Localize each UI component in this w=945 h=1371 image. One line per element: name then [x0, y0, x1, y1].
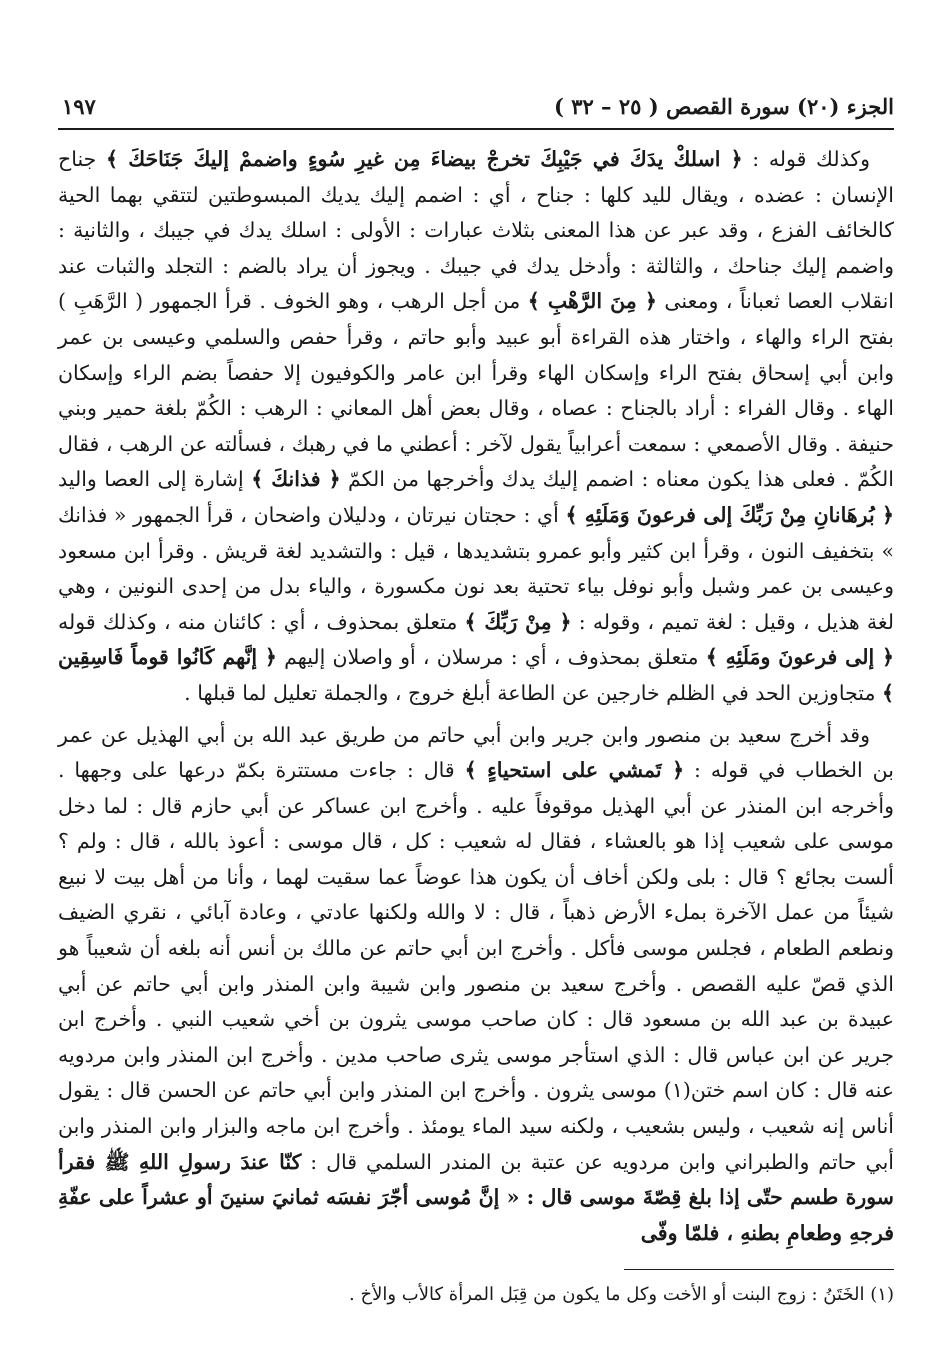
quran-quote: ﴿ بُرهَانانِ مِنْ رَبِّكَ إلى فرعونَ وَمَلَئِهِ ﴾ [565, 502, 894, 527]
text-run: أي : حجتان نيرتان ، ودليلان واضحان ، قرأ الجمهور « فذانك » بتخفيف النون ، وقرأ ابن كثير وأبو عمرو بتشديدها ، قيل : والتشديد لغة قريش . وقرأ ابن مسعود وعيسى بن عمر وشبل وأبو نوفل بياء تحتية بعد نون مكسورة ، والياء بدل من إحدى النونين ، وهي لغة هذيل ، وقيل : لغة تميم ، وقوله : [58, 502, 894, 634]
running-title: الجزء (٢٠) سورة القصص ( ٢٥ – ٣٢ ) [553, 94, 894, 119]
text-run: جناح الإنسان : عضده ، ويقال لليد كلها : جناح ، أي : اضمم إليك يديك المبسوطتين لتتقي بهما الحية كالخائف الفزع ، وقد عبر عن هذا المعنى بثلاث عبارات : الأولى : اسلك يدك في جيبك ، والثانية : واضمم إليك جناحك ، والثالثة : وأدخل يدك في جيبك . ويجوز أن يراد بالضم : التجلد والثبات عند انقلاب العصا ثعباناً ، ومعنى [58, 147, 894, 314]
quran-quote: ﴿ فذانكَ ﴾ [251, 467, 341, 492]
text-run: إشارة إلى العصا واليد [58, 467, 252, 492]
quran-quote: ﴿ اسلكْ يدَكَ في جَيْبِكَ تخرجْ بيضاءَ مِن غيرِ سُوءٍ واضممْ إليكَ جَنَاحَكَ ﴾ [105, 147, 743, 171]
quran-quote: ﴿ مِنْ رَبِّكَ ﴾ [464, 609, 572, 634]
text-run: متجاوزين الحد في الظلم خارجين عن الطاعة أبلغ خروج ، والجملة تعليل لما قبلها . [184, 680, 882, 705]
text-run: قال : جاءت مستترة بكمّ درعها على وجهها . وأخرجه ابن المنذر عن أبي الهذيل موقوفاً عليه . وأخرج ابن عساكر عن أبي حازم قال : لما دخل موسى على شعيب إذا هو بالعشاء ، فقال له شعيب : كل ، قال موسى : أعوذ بالله ، قال : ولم ؟ ألست بجائع ؟ قال : بلى ولكن أخاف أن يكون هذا عوضاً عما سقيت لهما ، وأنا من أهل بيت لا نبيع شيئاً من عمل الآخرة بملء الأرض ذهباً ، قال : لا والله ولكنها عادتي ، وعادة آبائي ، نقري الضيف ونطعم الطعام ، فجلس موسى فأكل . وأخرج ابن أبي حاتم عن مالك بن أنس أنه بلغه أن شعيباً هو الذي قصّ عليه القصص . وأخرج سعيد بن منصور وابن شيبة وابن المنذر وابن أبي حاتم عن أبي عبيدة بن عبد الله بن مسعود قال : كان صاحب موسى يثرون بن أخي شعيب النبي . وأخرج ابن جرير عن ابن عباس قال : الذي استأجر موسى يثرى صاحب مدين . وأخرج ابن المنذر وابن مردويه عنه قال : كان اسم ختن(١) موسى يثرون . وأخرج ابن المنذر وابن أبي حاتم عن الحسن قال : يقول أناس إنه شعيب ، وليس بشعيب ، ولكنه سيد الماء يومئذ . وأخرج ابن ماجه والبزار وابن المنذر وابن أبي حاتم والطبراني وابن مردويه عن عتبة بن المندر السلمي قال : [58, 758, 895, 1174]
text-run: وكذلك قوله : [742, 147, 870, 171]
text-run: وقد أخرج سعيد بن منصور وابن جرير وابن أبي حاتم من طريق عبد الله بن أبي الهذيل عن عمر بن الخطاب في قوله : [58, 722, 894, 783]
quran-quote: ﴿ إنَّهم كَانُوا قوماً فَاسِقِين ﴾ [58, 645, 894, 705]
text-run: متعلق بمحذوف ، أي : مرسلان ، أو واصلان إليهم [276, 645, 706, 670]
footnote-divider [624, 1269, 894, 1270]
page-number: ١٩٧ [62, 94, 96, 119]
quran-quote: ﴿ تَمشي على استحياءٍ ﴾ [464, 758, 685, 783]
quran-quote: ﴿ إلى فرعونَ ومَلَئِهِ ﴾ [705, 645, 894, 670]
quran-quote: ﴿ مِنَ الرَّهْبِ ﴾ [527, 289, 657, 314]
text-run: متعلق بمحذوف ، أي : كائنان منه ، وكذلك قوله [58, 609, 465, 634]
text-run: من أجل الرهب ، وهو الخوف . قرأ الجمهور ( الرَّهَبِ ) بفتح الراء والهاء ، واختار هذه القراءة أبو عبيد وأبو حاتم ، وقرأ حفص والسلمي وعيسى بن عمر وابن أبي إسحاق بفتح الراء وإسكان الهاء وقرأ ابن عامر والكوفيون إلا حفصاً بضم الراء وإسكان الهاء . وقال الفراء : أراد بالجناح : عصاه ، وقال بعض أهل المعاني : الرهب : الكُمّ بلغة حمير وبني حنيفة . وقال الأصمعي : سمعت أعرابياً يقول لآخر : أعطني ما في رهبك ، فسألته عن الرهب ، فقال الكُمّ . فعلى هذا يكون معناه : اضمم إليك يدك وأخرجها من الكمّ [58, 289, 894, 492]
paragraph-2 [58, 718, 894, 1252]
page-header [58, 88, 894, 130]
paragraph-1 [58, 142, 894, 712]
footnote: (١) الخَتَنُ : زوج البنت أو الأخت وكل ما يكون من قِبَل المرأة كالأب والأخ . [349, 1284, 894, 1306]
hadith-quote: كنّا عندَ رسولِ اللهِ ﷺ فقرأ سورة طسم حتّى إذا بلغ قِصّةَ موسى قال : « إنَّ مُوسى أجّرَ نفسَه ثمانيَ سنينَ أو عشراً على عفّةِ فرجهِ وطعامِ بطنهِ ، فلمّا وفّى [58, 1149, 894, 1245]
main-text [58, 142, 894, 1251]
book-page [58, 88, 894, 1310]
